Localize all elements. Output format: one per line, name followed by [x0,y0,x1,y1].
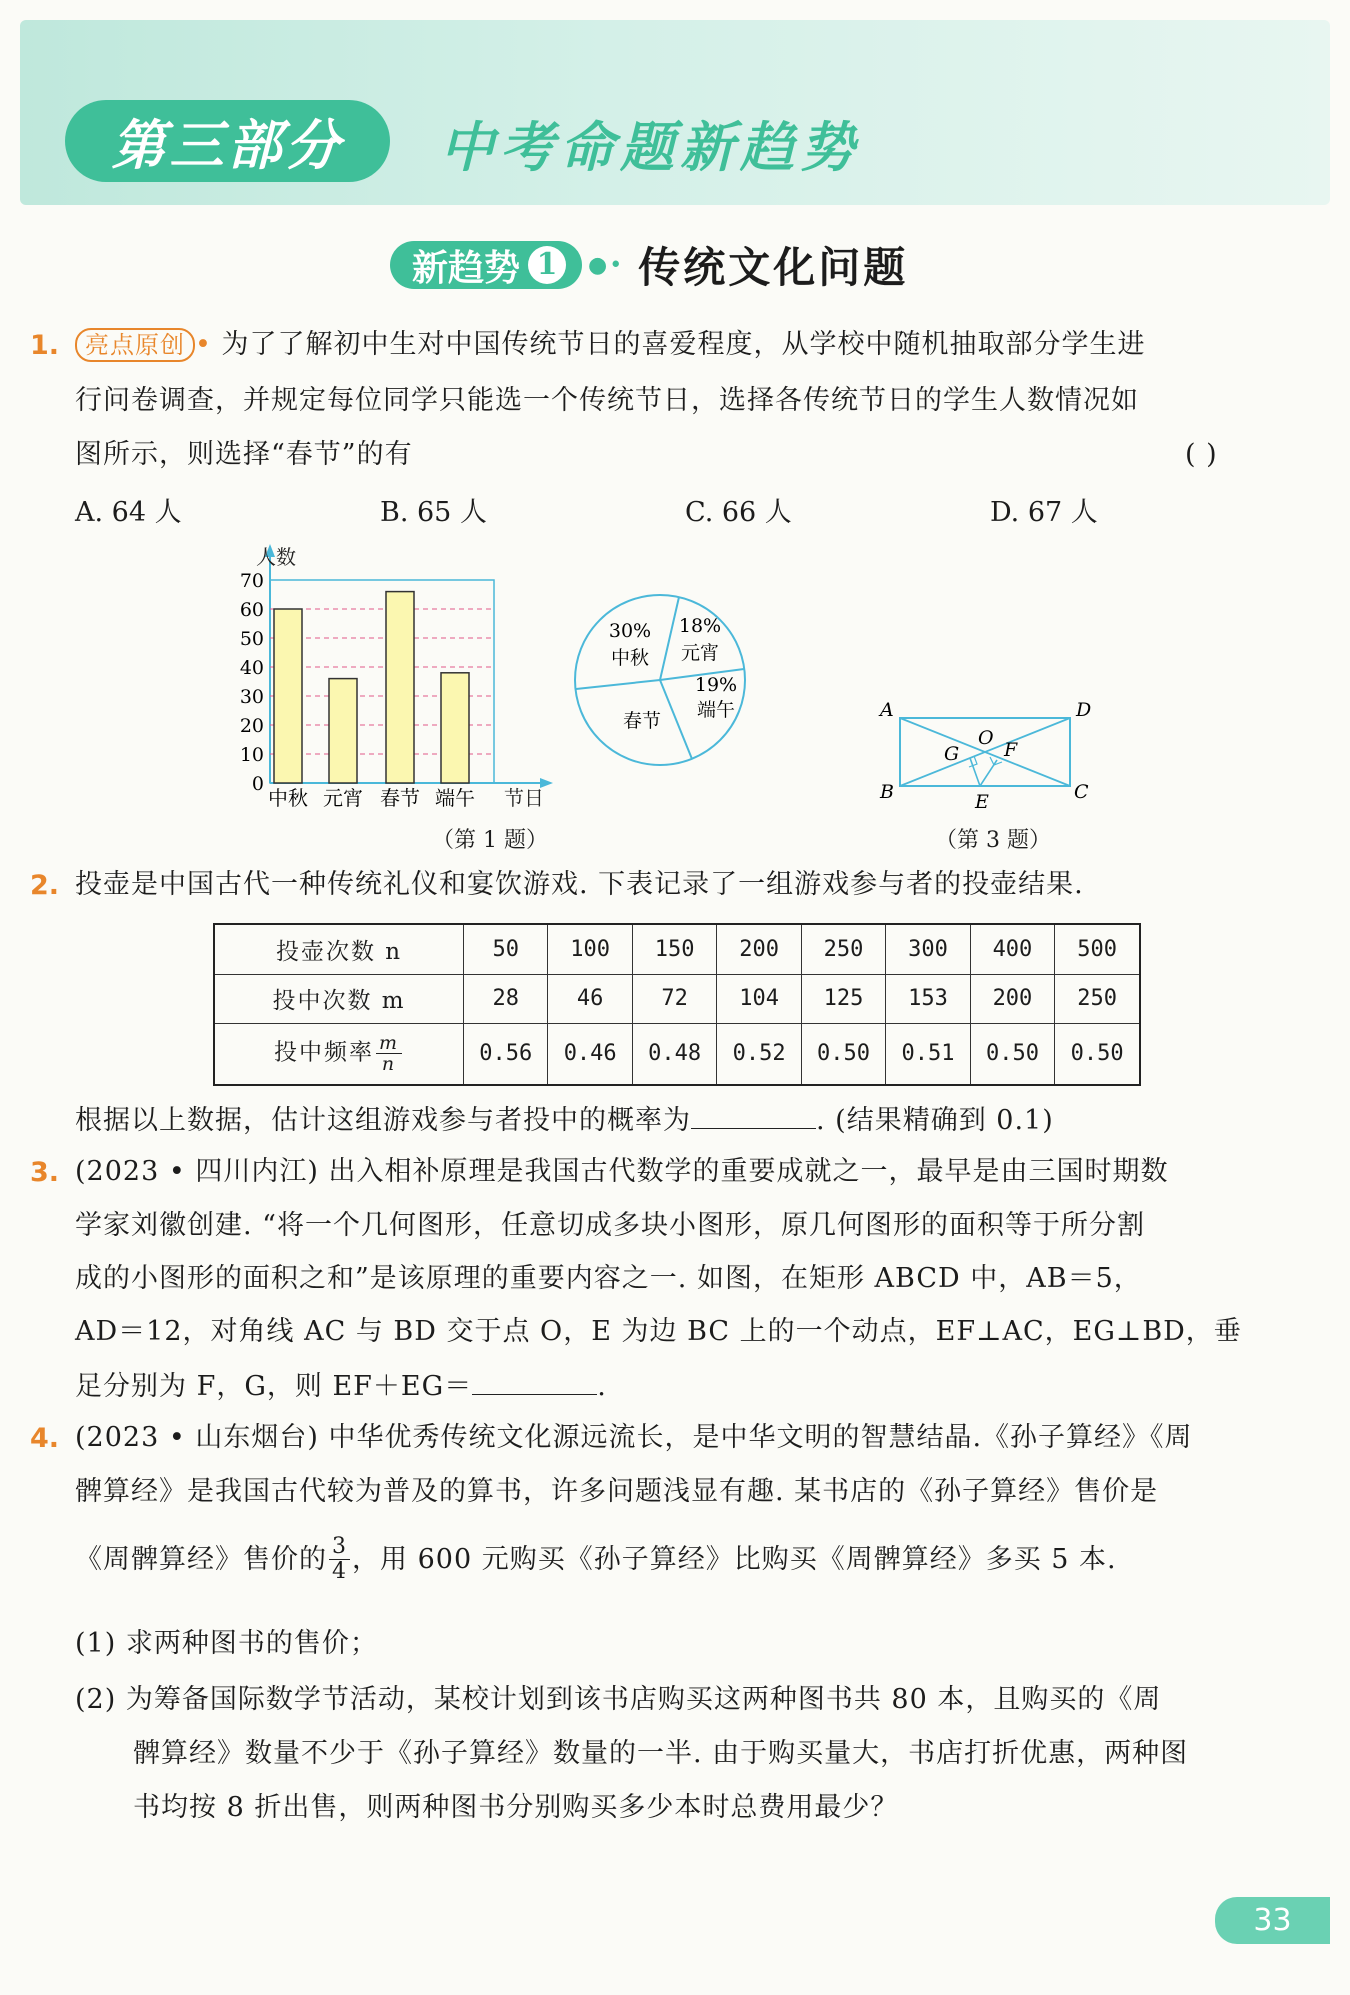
table-cell: 153 [886,974,970,1023]
option-a: A. 64 人 [75,497,182,528]
bar [386,592,414,783]
question-1-text-1: 为了了解初中生对中国传统节日的喜爱程度，从学校中随机抽取部分学生进 [221,329,1146,360]
point-label-a: A [880,699,894,721]
table-cell: 104 [717,974,801,1023]
question-3-number: 3. [30,1157,60,1188]
table-cell: 46 [548,974,632,1023]
toss-results-table [213,923,1141,1086]
table-cell: 500 [1055,924,1140,974]
question-1-line-2: 行问卷调查，并规定每位同学只能选一个传统节日，选择各传统节日的学生人数情况如 [75,385,1139,416]
option-d: D. 67 人 [990,497,1098,528]
question-4-line-2: 髀算经》是我国古代较为普及的算书，许多问题浅显有趣. 某书店的《孙子算经》售价是 [75,1476,1159,1507]
category-label: 端午 [435,786,475,810]
question-3-line-2: 学家刘徽创建. “将一个几何图形，任意切成多块小图形，原几何图形的面积等于所分割 [75,1210,1145,1241]
question-4-part-1: (1) 求两种图书的售价； [75,1628,378,1659]
y-tick-label: 20 [239,715,264,737]
question-4-part-2-line-2: 髀算经》数量不少于《孙子算经》数量的一半. 由于购买量大，书店打折优惠，两种图 [133,1738,1189,1769]
rectangle-figure [878,699,1091,813]
figures [0,0,1350,870]
y-tick-label: 40 [239,657,264,679]
row-header: 投壶次数 n [214,924,464,974]
point-label-c: C [1074,781,1089,803]
bar [274,609,302,783]
answer-parentheses: ( ) [1185,439,1218,470]
figure-1-caption: （第 1 题） [432,828,548,853]
slice-pct-label: 19% [694,674,738,696]
y-tick-label: 0 [251,773,264,795]
part-title: 中考命题新趋势 [440,115,860,179]
table-cell: 0.51 [886,1023,970,1085]
table-row [214,924,1140,974]
row-header: 投中次数 m [214,974,464,1023]
question-2-prompt-text: 根据以上数据，估计这组游戏参与者投中的概率为 [75,1105,691,1136]
point-label-o: O [978,727,994,749]
y-tick-label: 70 [239,570,264,592]
slice-name-label: 春节 [622,710,662,732]
pie-divider [660,680,692,759]
row-header [214,1023,464,1085]
option-c: C. 66 人 [685,497,792,528]
table-cell: 0.52 [717,1023,801,1085]
segment-ef [980,760,997,786]
row-header-text: 投中频率 [273,1039,374,1066]
table-cell: 300 [886,924,970,974]
point-label-d: D [1076,699,1092,721]
fraction-numerator: 3 [329,1535,350,1560]
table-row [214,1023,1140,1085]
category-label: 元宵 [323,786,363,810]
table-cell: 28 [464,974,548,1023]
part-label: 第三部分 [65,100,390,182]
question-4-part-2-line-1: (2) 为筹备国际数学节活动，某校计划到该书店购买这两种图书共 80 本，且购买的《周 [75,1684,1162,1715]
trend-badge-label: 新趋势 [412,246,521,289]
table-cell: 250 [801,924,885,974]
question-1-line-3: 图所示，则选择“春节”的有 [75,439,413,470]
slice-name-label: 中秋 [610,647,650,669]
question-4-number: 4. [30,1423,60,1454]
question-3-last-suffix: . [597,1371,607,1402]
tag-dot: • [195,329,212,360]
dots-decoration: ●• [588,252,625,278]
slice-pct-label: 30% [608,620,652,642]
price-fraction [329,1535,350,1584]
table-cell: 200 [970,974,1054,1023]
point-label-f: F [1004,739,1018,761]
bar-chart [240,544,553,810]
table-cell: 100 [548,924,632,974]
table-cell: 200 [717,924,801,974]
fraction-denominator: n [381,1053,397,1076]
y-tick-label: 10 [239,744,264,766]
question-4-line-3 [75,1535,1117,1584]
question-3-line-3: 成的小图形的面积之和”是该原理的重要内容之一. 如图，在矩形 ABCD 中，AB＝5， [75,1263,1142,1294]
question-4-line-3-text: 《周髀算经》售价的 [75,1543,327,1575]
trend-badge-number: 1 [528,246,566,284]
y-tick-label: 30 [239,686,264,708]
frequency-fraction [376,1033,402,1074]
section-title: 传统文化问题 [638,243,909,292]
category-label: 春节 [380,786,420,810]
pie-chart [575,595,745,765]
point-label-g: G [944,743,960,765]
fraction-denominator: 4 [332,1559,347,1584]
slice-name-label: 端午 [696,699,736,721]
table-cell: 150 [632,924,716,974]
point-label-b: B [880,781,894,803]
table-cell: 0.50 [970,1023,1054,1085]
table-cell: 0.56 [464,1023,548,1085]
table-cell: 0.50 [801,1023,885,1085]
bar [329,679,357,783]
question-4-line-1: (2023 • 山东烟台) 中华优秀传统文化源远流长，是中华文明的智慧结晶.《孙子算经》《周 [75,1422,1193,1453]
option-b: B. 65 人 [380,497,487,528]
question-2-prompt-suffix: . (结果精确到 0.1) [816,1105,1054,1136]
question-4-part-2-line-3: 书均按 8 折出售，则两种图书分别购买多少本时总费用最少？ [133,1792,899,1823]
original-tag: 亮点原创 [75,328,195,362]
question-2-intro: 投壶是中国古代一种传统礼仪和宴饮游戏. 下表记录了一组游戏参与者的投壶结果. [75,869,1084,900]
question-3-last-text: 足分别为 F，G，则 EF＋EG＝ [75,1371,473,1402]
answer-blank [691,1102,816,1129]
point-label-e: E [975,791,989,813]
y-tick-label: 50 [239,628,264,650]
question-2-number: 2. [30,870,60,901]
question-3-line-5 [75,1368,607,1404]
y-tick-label: 60 [239,599,264,621]
table-cell: 0.48 [632,1023,716,1085]
question-3-line-1: (2023 • 四川内江) 出入相补原理是我国古代数学的重要成就之一，最早是由三国时期数 [75,1156,1169,1187]
pie-divider [576,680,660,689]
table-row [214,974,1140,1023]
figure-3-caption: （第 3 题） [935,828,1051,853]
table-cell: 0.46 [548,1023,632,1085]
x-axis-label: 节日 [504,786,544,810]
table-cell: 0.50 [1055,1023,1140,1085]
table-cell: 250 [1055,974,1140,1023]
table-cell: 50 [464,924,548,974]
question-3-line-4: AD＝12，对角线 AC 与 BD 交于点 O，E 为边 BC 上的一个动点，EF⊥AC，EG⊥BD，垂 [75,1316,1242,1347]
answer-blank [472,1368,597,1395]
bar [441,673,469,783]
y-axis-label: 人数 [256,545,296,569]
question-2-prompt [75,1102,1054,1138]
page-number: 33 [1215,1897,1330,1944]
fraction-numerator: m [376,1033,402,1054]
slice-pct-label: 18% [678,615,722,637]
category-label: 中秋 [268,786,308,810]
table-cell: 400 [970,924,1054,974]
slice-name-label: 元宵 [680,642,720,664]
question-4-line-3-suffix: ，用 600 元购买《孙子算经》比购买《周髀算经》多买 5 本. [352,1543,1117,1575]
table-cell: 125 [801,974,885,1023]
table-cell: 72 [632,974,716,1023]
segment-eg [970,758,980,786]
question-1-number: 1. [30,330,60,361]
pie-divider [660,597,679,680]
